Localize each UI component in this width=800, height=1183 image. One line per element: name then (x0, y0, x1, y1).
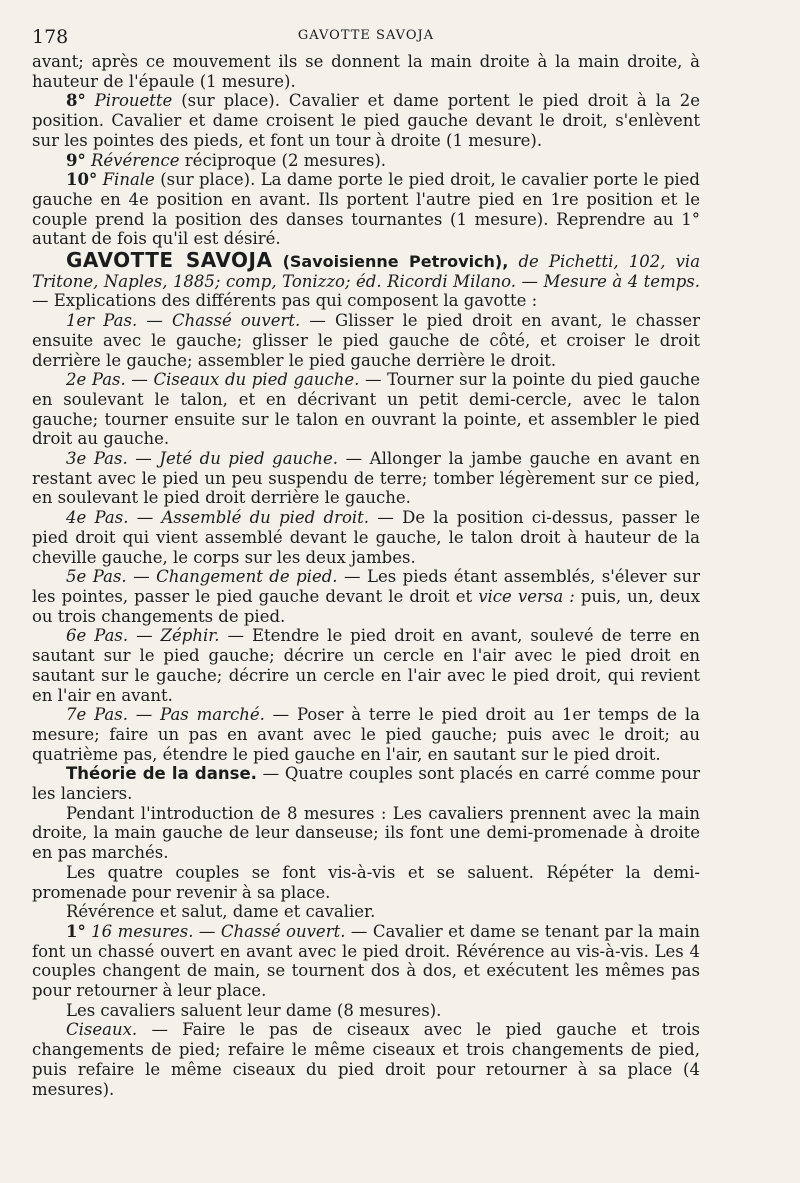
pas-5 (32, 567, 700, 626)
step-text: (sur place). Cavalier et dame portent le pied droit à la 2e position. Cavalier et dame croisent le pied gauche devant le droit, s'enlèvent sur les pointes des pieds, et font un tour à droite (1 mesure). (32, 91, 701, 150)
step-text: (sur place). La dame porte le pied droit, le cavalier porte le pied gauche en 4e position en avant. Ils portent l'autre pied en 1re position et le couple prend la position des danses tournantes (1 mesure). Reprendre au 1° autant de fois qu'il est désiré. (32, 170, 700, 249)
theorie-heading: Théorie de la danse. (66, 764, 257, 784)
book-page (32, 22, 700, 1099)
figure-number: 1° (66, 921, 86, 941)
dance-title-paragraph (32, 248, 701, 311)
ciseaux-paragraph (32, 1020, 700, 1099)
figure-text: — Cavalier et dame se tenant par la main font un chassé ouvert en avant avec le pied droit. Révérence au vis-à-vis. Les 4 couples changent de main, se tournent dos à dos, et exécutent les mêmes pas pour retourner à leur place. (32, 921, 700, 1001)
pas-6 (32, 626, 700, 705)
ciseaux-text: — Faire le pas de ciseaux avec le pied gauche et trois changements de pied; refaire le même ciseaux et trois changements de pied, puis refaire le même ciseaux du pied droit pour retourner à sa place (4 mesures). (32, 1020, 700, 1099)
paragraph-reverence (32, 151, 700, 171)
pas-4 (32, 508, 700, 567)
dance-title: GAVOTTE SAVOJA (66, 248, 273, 273)
pas-text: — Glisser le pied droit en avant, le chasser ensuite avec le gauche; glisser le pied gauche de côté, et croiser le droit derrière le gauche; assembler le pied gauche derrière le droit. (32, 311, 700, 370)
pas-vice-versa: vice versa : (478, 586, 575, 606)
running-title: GAVOTTE SAVOJA (297, 28, 435, 43)
pas-3 (32, 449, 700, 508)
page-header (32, 22, 700, 52)
salut-paragraph: Les cavaliers saluent leur dame (8 mesures). (66, 1000, 442, 1020)
pas-text: — Poser à terre le pied droit au 1er temps de la mesure; faire un pas en avant avec le pied gauche; puis avec le droit; au quatrième pas, étendre le pied gauche en l'air, en sautant sur le pied droit. (32, 705, 701, 764)
pas-text: — Allonger la jambe gauche en avant en restant avec le pied un peu suspendu de terre; tomber légèrement sur ce pied, en soulevant le pied droit derrière le gauche. (32, 449, 700, 508)
pas-1 (32, 311, 700, 370)
dance-explanation: — Explications des différents pas qui composent la gavotte : (32, 291, 538, 311)
paragraph-finale (32, 170, 700, 249)
step-term: Révérence (90, 150, 180, 170)
pas-label: 6e Pas. — Zéphir. (66, 626, 220, 646)
paragraph-pirouette (32, 91, 700, 150)
pas-2 (32, 370, 700, 449)
figure-1-paragraph (32, 922, 700, 1001)
pas-label: 2e Pas. — Ciseaux du pied gauche. (66, 370, 360, 390)
vis-a-vis-paragraph: Les quatre couples se font vis-à-vis et se saluent. Répéter la demi-promenade pour revenir à sa place. (32, 862, 700, 902)
paragraph-continuation: avant; après ce mouvement ils se donnent la main droite à la main droite, à hauteur de l'épaule (1 mesure). (32, 52, 700, 91)
page-number: 178 (32, 26, 69, 48)
theorie-paragraph (32, 764, 700, 803)
pas-label: 5e Pas. — Changement de pied. (66, 567, 338, 587)
pas-label: 1er Pas. — Chassé ouvert. (66, 311, 301, 331)
step-number: 10° (66, 170, 98, 190)
step-number: 8° (66, 91, 86, 111)
pas-text: — Etendre le pied droit en avant, soulevé de terre en sautant sur le pied gauche; décrire un cercle en l'air avec le pied droit en sautant sur le gauche; décrire un cercle en l'air avec le pied droit, qui revient en l'air en avant. (32, 626, 700, 705)
intro-paragraph: Pendant l'introduction de 8 mesures : Les cavaliers prennent avec la main droite, la main gauche de leur danseuse; ils font une demi-promenade à droite en pas marchés. (32, 803, 700, 863)
pas-label: 3e Pas. — Jeté du pied gauche. (66, 449, 339, 469)
theorie-text: — Quatre couples sont placés en carré comme pour les lanciers. (32, 764, 700, 804)
pas-label: 7e Pas. — Pas marché. (66, 705, 265, 725)
step-number: 9° (66, 150, 86, 170)
pas-text: — Les pieds étant assemblés, s'élever sur les pointes, passer le pied gauche devant le droit et (32, 567, 700, 606)
pas-text-end: puis, un, deux ou trois changements de pied. (32, 586, 700, 626)
pas-label: 4e Pas. — Assemblé du pied droit. (66, 508, 370, 528)
dance-subtitle: (Savoisienne Petrovich), (282, 252, 509, 272)
ciseaux-label: Ciseaux. (66, 1020, 138, 1040)
reverence-paragraph: Révérence et salut, dame et cavalier. (66, 902, 376, 922)
dance-source: de Pichetti, 102, via Tritone, Naples, 1885; comp, Tonizzo; éd. Ricordi Milano. (32, 252, 701, 291)
step-term: Pirouette (94, 91, 173, 111)
dance-measure: — Mesure à 4 temps. (521, 271, 700, 291)
step-term: Finale (102, 170, 155, 190)
pas-text: — De la position ci-dessus, passer le pied droit qui vient assemblé devant le gauche, le talon droit à hauteur de la cheville gauche, le corps sur les deux jambes. (32, 508, 701, 567)
figure-label: 16 mesures. — Chassé ouvert. (91, 921, 346, 941)
pas-7 (32, 705, 700, 764)
pas-text: — Tourner sur la pointe du pied gauche en soulevant le talon, et en décrivant un petit demi-cercle, avec le talon gauche; tourner ensuite sur le talon en ouvrant la pointe, et assembler le pied droit au gauche. (32, 370, 700, 449)
step-text: réciproque (2 mesures). (184, 150, 387, 170)
